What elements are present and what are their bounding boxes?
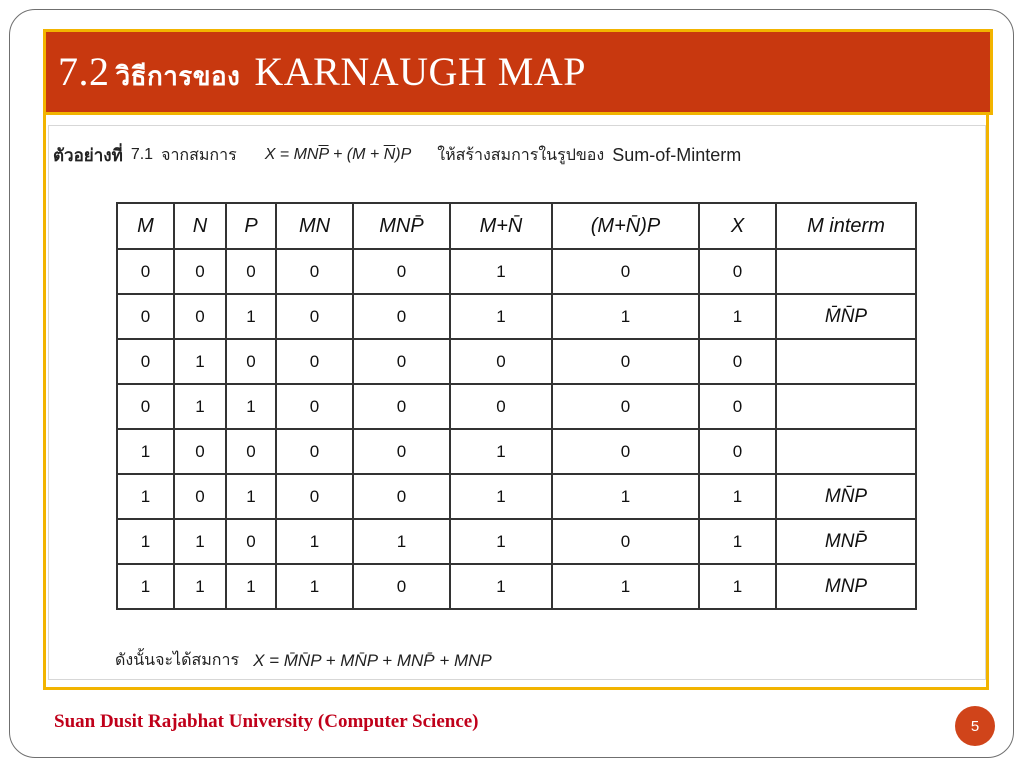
eq-part-mid: + (M +	[328, 146, 384, 163]
table-cell: 0	[117, 384, 174, 429]
eq-part-over2: $\overline{N}$	[383, 146, 396, 163]
header-mn: MN	[276, 203, 353, 249]
table-cell-minterm: MNP	[776, 564, 916, 609]
table-cell: 1	[552, 474, 699, 519]
table-row	[117, 429, 916, 474]
table-cell: 1	[226, 474, 276, 519]
header-m-plus-nbar-p: (M+N̄)P	[552, 203, 699, 249]
table-cell: 1	[450, 519, 552, 564]
table-cell: 0	[226, 519, 276, 564]
table-cell: 0	[353, 384, 450, 429]
example-from-text: จากสมการ	[161, 144, 237, 164]
table-cell: 1	[276, 519, 353, 564]
title-bar	[43, 29, 993, 115]
table-cell: 1	[276, 564, 353, 609]
table-cell: 0	[353, 294, 450, 339]
truth-table	[116, 202, 917, 610]
table-cell: 0	[353, 564, 450, 609]
table-cell: 0	[117, 249, 174, 294]
table-cell: 1	[353, 519, 450, 564]
table-cell: 0	[276, 474, 353, 519]
title-english: KARNAUGH MAP	[254, 48, 586, 94]
table-cell: 1	[117, 519, 174, 564]
table-cell-minterm: MN̄P	[776, 474, 916, 519]
table-cell: 1	[117, 564, 174, 609]
table-cell: 0	[450, 339, 552, 384]
table-cell-minterm	[776, 429, 916, 474]
table-cell: 1	[174, 339, 226, 384]
table-cell: 1	[174, 564, 226, 609]
table-cell-minterm	[776, 339, 916, 384]
table-cell: 0	[276, 429, 353, 474]
header-mnp-bar: MNP̄	[353, 203, 450, 249]
table-cell: 1	[117, 474, 174, 519]
content-box	[43, 115, 989, 690]
table-cell: 1	[450, 564, 552, 609]
conclusion-line	[115, 648, 492, 673]
table-row	[117, 519, 916, 564]
table-cell: 1	[552, 294, 699, 339]
table-cell: 0	[276, 249, 353, 294]
table-cell: 1	[450, 429, 552, 474]
table-cell: 0	[276, 339, 353, 384]
truth-table-header-row	[117, 203, 916, 249]
header-minterm: M interm	[776, 203, 916, 249]
table-cell: 0	[276, 384, 353, 429]
eq-part-end: )P	[395, 146, 412, 163]
example-line	[53, 140, 983, 170]
example-form: Sum-of-Minterm	[612, 144, 742, 165]
slide-title	[58, 48, 586, 97]
table-cell: 0	[276, 294, 353, 339]
table-row	[117, 249, 916, 294]
table-cell: 0	[226, 339, 276, 384]
table-cell: 0	[174, 474, 226, 519]
table-cell: 1	[450, 249, 552, 294]
table-cell: 0	[226, 249, 276, 294]
table-cell: 1	[174, 384, 226, 429]
table-cell: 1	[226, 294, 276, 339]
table-cell: 0	[353, 474, 450, 519]
table-cell: 0	[353, 429, 450, 474]
table-cell: 1	[699, 564, 776, 609]
header-x: X	[699, 203, 776, 249]
header-n: N	[174, 203, 226, 249]
table-cell: 0	[699, 249, 776, 294]
table-cell: 1	[226, 564, 276, 609]
header-m-plus-nbar: M+N̄	[450, 203, 552, 249]
table-cell-minterm	[776, 384, 916, 429]
table-cell: 0	[450, 384, 552, 429]
table-cell: 1	[117, 429, 174, 474]
eq-part-lhs: X = MN	[264, 146, 319, 163]
eq-part-over: $\overline{P}$	[318, 146, 329, 163]
conclusion-equation: X = M̄N̄P + MN̄P + MNP̄ + MNP	[253, 650, 492, 670]
table-cell: 0	[552, 384, 699, 429]
header-p: P	[226, 203, 276, 249]
table-cell: 0	[552, 339, 699, 384]
table-cell: 0	[174, 249, 226, 294]
example-label: ตัวอย่างที่	[53, 145, 123, 166]
table-cell: 1	[552, 564, 699, 609]
table-row	[117, 474, 916, 519]
table-cell: 1	[450, 294, 552, 339]
footer-university: Suan Dusit Rajabhat University (Computer Science)	[54, 711, 479, 732]
table-cell: 0	[353, 249, 450, 294]
table-cell: 0	[699, 339, 776, 384]
table-cell: 0	[552, 429, 699, 474]
header-m: M	[117, 203, 174, 249]
table-cell: 1	[699, 294, 776, 339]
table-row	[117, 294, 916, 339]
table-cell: 1	[699, 519, 776, 564]
table-cell-minterm: MNP̄	[776, 519, 916, 564]
example-number: 7.1	[130, 146, 154, 163]
table-cell: 1	[699, 474, 776, 519]
table-cell-minterm: M̄N̄P	[776, 294, 916, 339]
title-thai: วิธีการของ	[115, 61, 241, 92]
content-image-panel	[48, 125, 986, 680]
table-cell: 0	[226, 429, 276, 474]
table-cell: 0	[699, 429, 776, 474]
table-row	[117, 564, 916, 609]
example-equation	[265, 146, 412, 164]
table-row	[117, 339, 916, 384]
table-cell: 1	[174, 519, 226, 564]
conclusion-text: ดังนั้นจะได้สมการ	[115, 650, 240, 669]
page-number-badge: 5	[955, 706, 995, 746]
table-cell: 0	[174, 429, 226, 474]
table-cell: 0	[117, 294, 174, 339]
table-cell-minterm	[776, 249, 916, 294]
table-cell: 0	[552, 519, 699, 564]
table-row	[117, 384, 916, 429]
table-cell: 1	[226, 384, 276, 429]
table-cell: 0	[552, 249, 699, 294]
title-number: 7.2	[58, 48, 110, 94]
table-cell: 0	[353, 339, 450, 384]
table-cell: 0	[174, 294, 226, 339]
table-cell: 0	[117, 339, 174, 384]
table-cell: 0	[699, 384, 776, 429]
example-instruction: ให้สร้างสมการในรูปของ	[437, 144, 605, 164]
table-cell: 1	[450, 474, 552, 519]
